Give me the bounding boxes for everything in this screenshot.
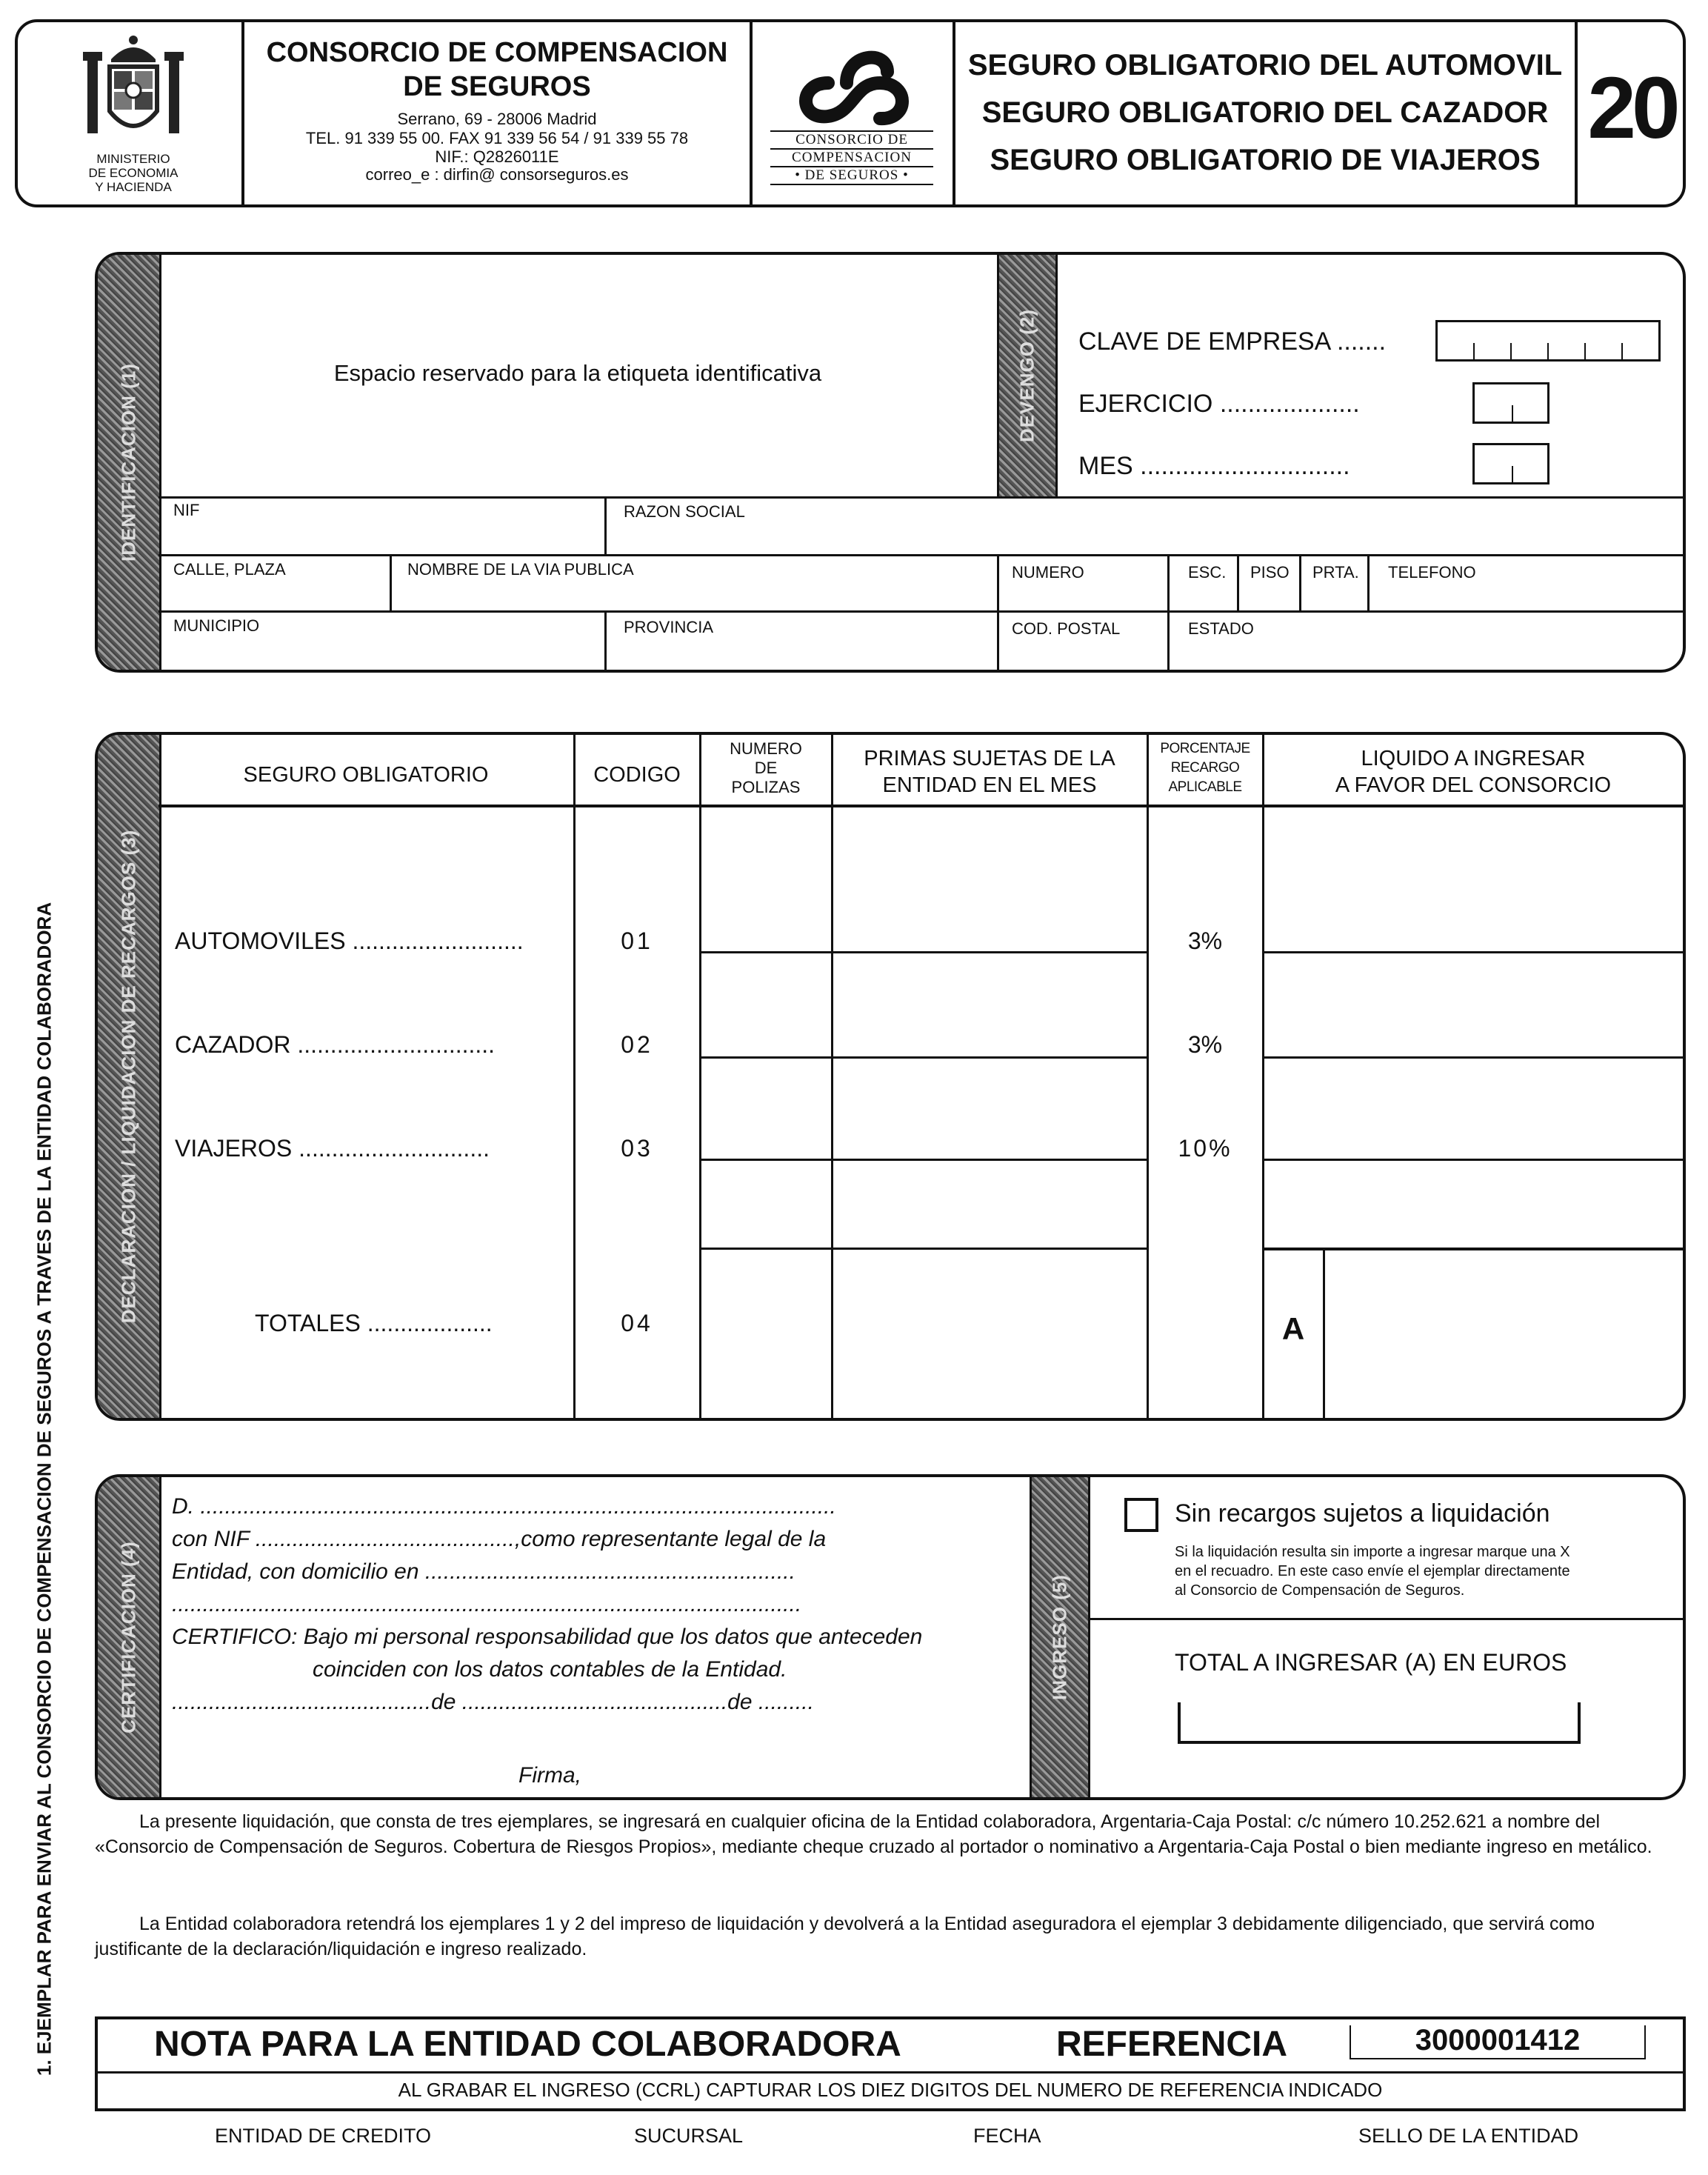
consorcio-logo-icon <box>784 39 924 127</box>
razon-social-field[interactable]: RAZON SOCIAL <box>624 502 745 521</box>
col-primas-header: PRIMAS SUJETAS DE LA ENTIDAD EN EL MES <box>864 747 1115 797</box>
prta-field[interactable]: PRTA. <box>1312 563 1359 582</box>
form-number: 20 <box>1587 59 1676 157</box>
instructions-para-1: La presente liquidación, que consta de tres ejemplares, se ingresará en cualquier oficina de la Entidad colaboradora, Argentaria-Caja Postal: c/c número 10.252.621 a nombre del «Consorcio de Compensación de Seguros. Cobertura de Riesgos Propios», mediante cheque cruzado al portador o nominativo a Argentaria-Caja Postal o bien mediante ingreso en metálico. <box>95 1811 1652 1857</box>
total-mark-a: A <box>1281 1311 1305 1346</box>
footer-sucursal: SUCURSAL <box>634 2125 744 2147</box>
col-codigo-header: CODIGO <box>593 763 681 787</box>
esc-field[interactable]: ESC. <box>1188 563 1227 582</box>
municipio-field[interactable]: MUNICIPIO <box>173 616 260 635</box>
mes-label: MES .............................. <box>1078 452 1350 480</box>
form-title: SEGURO OBLIGATORIO DEL AUTOMOVIL SEGURO OBLIGATORIO DEL CAZADOR SEGURO OBLIGATORIO DE VIAJEROS <box>967 49 1563 176</box>
referencia-label: REFERENCIA <box>1056 2025 1288 2064</box>
certificacion-side-band: CERTIFICACION (4) <box>98 1477 161 1797</box>
instructions-para-2: La Entidad colaboradora retendrá los ejemplares 1 y 2 del impreso de liquidación y devolverá a la Entidad aseguradora el ejemplar 3 debidamente diligenciado, que servirá como justificante de la declaración/liquidación e ingreso realizado. <box>95 1913 1595 1959</box>
cod-postal-field[interactable]: COD. POSTAL <box>1012 619 1121 638</box>
numero-field[interactable]: NUMERO <box>1012 563 1084 582</box>
code-01: 01 <box>621 927 653 954</box>
ejercicio-label: EJERCICIO .................... <box>1078 390 1360 418</box>
ejercicio-input[interactable] <box>1472 382 1549 424</box>
code-03: 03 <box>621 1135 653 1162</box>
col-liquido-header: LIQUIDO A INGRESAR A FAVOR DEL CONSORCIO <box>1335 747 1612 797</box>
sin-recargos-note: Si la liquidación resulta sin importe a ingresar marque una X en el recuadro. En este caso envíe el ejemplar directamente al Consorcio de Compensación de Seguros. <box>1175 1544 1570 1599</box>
pct-cazador: 3% <box>1187 1031 1223 1058</box>
ingreso-band: INGRESO (5) <box>1030 1477 1090 1797</box>
row-viajeros: VIAJEROS ............................. <box>175 1135 490 1162</box>
col-porcentaje-header: PORCENTAJE RECARGO APLICABLE <box>1160 741 1250 795</box>
total-ingresar-label: TOTAL A INGRESAR (A) EN EUROS <box>1175 1649 1567 1676</box>
mes-input[interactable] <box>1472 443 1549 484</box>
identificacion-section <box>95 252 1686 673</box>
col-polizas-header: NUMERO DE POLIZAS <box>730 739 802 796</box>
pct-viajeros: 10% <box>1178 1135 1232 1162</box>
footer-fecha: FECHA <box>973 2125 1041 2147</box>
coat-of-arms-icon <box>74 30 193 148</box>
nota-instruction: AL GRABAR EL INGRESO (CCRL) CAPTURAR LOS DIEZ DIGITOS DEL NUMERO DE REFERENCIA INDICADO <box>398 2079 1383 2101</box>
telefono-field[interactable]: TELEFONO <box>1388 563 1476 582</box>
row-totales: TOTALES ................... <box>255 1310 493 1336</box>
sin-recargos-label: Sin recargos sujetos a liquidación <box>1175 1499 1550 1528</box>
via-field[interactable]: NOMBRE DE LA VIA PUBLICA <box>407 560 634 579</box>
provincia-field[interactable]: PROVINCIA <box>624 618 714 636</box>
col-seguro-header: SEGURO OBLIGATORIO <box>243 763 489 787</box>
footer-entidad: ENTIDAD DE CREDITO <box>215 2125 432 2147</box>
declaracion-side-band: DECLARACION / LIQUIDACION DE RECARGOS (3) <box>98 735 161 1418</box>
label-space: Espacio reservado para la etiqueta identificativa <box>333 360 822 386</box>
org-block: CONSORCIO DE COMPENSACION DE SEGUROS Serrano, 69 - 28006 Madrid TEL. 91 339 55 00. FAX 91 339 56 54 / 91 339 55 78 NIF.: Q2826011E correo_e : dirfin@ consorseguros.es <box>266 37 728 184</box>
code-02: 02 <box>621 1031 653 1058</box>
identificacion-side-band: IDENTIFICACION (1) <box>98 255 161 670</box>
pct-automoviles: 3% <box>1187 927 1223 954</box>
logo-caption: CONSORCIO DE COMPENSACION • DE SEGUROS • <box>770 130 933 185</box>
firma-label: Firma, <box>518 1763 581 1788</box>
sin-recargos-checkbox[interactable] <box>1124 1498 1158 1532</box>
nota-title: NOTA PARA LA ENTIDAD COLABORADORA <box>154 2025 901 2064</box>
row-automoviles: AUTOMOVILES .......................... <box>175 927 524 954</box>
footer-sello: SELLO DE LA ENTIDAD <box>1358 2125 1579 2147</box>
cert-text: D. ....................................................................................................... con NIF ..........................................,como representante legal de la Entidad, con domicilio en ............................................................ ...................................................................................................... CERTIFICO: Bajo mi personal responsabilidad que los datos que anteceden coinciden con los datos contables de la Entidad. ..........................................de ...........................................de ......... <box>172 1494 923 1714</box>
nif-field[interactable]: NIF <box>173 501 200 519</box>
total-ingresar-input[interactable] <box>1178 1702 1581 1744</box>
row-cazador: CAZADOR .............................. <box>175 1031 496 1058</box>
clave-empresa-input[interactable] <box>1435 320 1661 362</box>
code-04: 04 <box>621 1310 653 1336</box>
clave-empresa-label: CLAVE DE EMPRESA ....... <box>1078 327 1387 356</box>
piso-field[interactable]: PISO <box>1250 563 1290 582</box>
referencia-number: 3000001412 <box>1350 2025 1646 2059</box>
devengo-band: DEVENGO (2) <box>997 255 1058 496</box>
calle-field[interactable]: CALLE, PLAZA <box>173 560 286 579</box>
estado-field[interactable]: ESTADO <box>1188 619 1254 638</box>
ministry-label: MINISTERIO DE ECONOMIA Y HACIENDA <box>88 152 179 194</box>
